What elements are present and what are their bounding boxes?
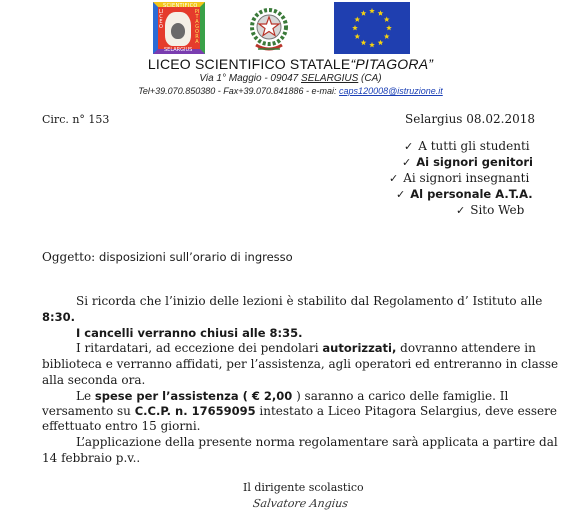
body-p3-line2: biblioteca e verranno affidati, per l’assistenza, agli operatori ed entreranno in classe xyxy=(42,357,559,371)
body-p4-line3: effettuato entro 15 giorni. xyxy=(42,419,201,433)
school-name-quoted: “PITAGORA” xyxy=(350,56,434,72)
p3-text-b: dovranno attendere in xyxy=(396,341,536,355)
checkmark-icon: ✓ xyxy=(456,204,466,217)
recipient-label: Al personale A.T.A. xyxy=(410,187,533,201)
school-name xyxy=(0,56,581,72)
body-gates-closing: I cancelli verranno chiusi alle 8:35. xyxy=(76,326,303,340)
checkmark-icon: ✓ xyxy=(389,172,399,185)
italian-republic-emblem-icon xyxy=(248,3,290,55)
p4-text-a: Le xyxy=(76,389,95,403)
p4-account: C.C.P. n. 17659095 xyxy=(134,404,256,418)
school-logo-text-bottom: SELARGIUS xyxy=(164,47,193,53)
body-p5-line2: 14 febbraio p.v.. xyxy=(42,451,141,465)
pythagoras-portrait-icon xyxy=(165,12,191,46)
address-province: (CA) xyxy=(358,73,382,84)
address-street: Via 1° Maggio - 09047 xyxy=(199,73,302,84)
school-logo xyxy=(153,2,205,54)
subject-text: disposizioni sull’orario di ingresso xyxy=(99,250,293,264)
recipient-item xyxy=(404,139,530,153)
eu-flag-icon xyxy=(334,2,410,54)
checkmark-icon: ✓ xyxy=(396,188,406,201)
checkmark-icon: ✓ xyxy=(404,140,414,153)
recipient-item xyxy=(402,155,533,169)
recipient-label: Ai signori insegnanti xyxy=(403,171,530,185)
p4-bold: spese per l’assistenza ( € 2,00 xyxy=(94,389,293,403)
school-logo-text-right: PITAGORA xyxy=(194,9,200,45)
contacts-email-link[interactable]: caps120008@istruzione.it xyxy=(339,86,443,96)
checkmark-icon: ✓ xyxy=(402,156,412,169)
recipient-label: A tutti gli studenti xyxy=(418,139,530,153)
school-contacts xyxy=(0,86,581,96)
recipient-item xyxy=(389,171,529,185)
address-city: SELARGIUS xyxy=(301,73,359,84)
body-p1-line1: Si ricorda che l’inizio delle lezioni è stabilito dal Regolamento d’ Istituto alle xyxy=(76,294,543,308)
p4-text-c: versamento su xyxy=(42,404,135,418)
document-date: Selargius 08.02.2018 xyxy=(405,112,535,126)
school-address xyxy=(0,73,581,84)
body-p4-line1 xyxy=(76,388,508,404)
circular-number: Circ. n° 153 xyxy=(42,113,110,126)
body-p1-time: 8:30. xyxy=(42,310,75,324)
school-logo-text-left: LICEO xyxy=(158,9,164,30)
body-p4-line2 xyxy=(42,403,557,419)
p4-text-b: ) saranno a carico delle famiglie. Il xyxy=(292,389,509,403)
recipient-label: Ai signori genitori xyxy=(416,155,533,169)
closing-title: Il dirigente scolastico xyxy=(243,481,364,494)
school-name-prefix: LICEO SCIENTIFICO STATALE xyxy=(147,56,351,72)
body-p5-line1: L’applicazione della presente norma regolamentare sarà applicata a partire dal xyxy=(76,435,558,449)
recipient-item xyxy=(396,187,533,201)
p3-bold: autorizzati, xyxy=(322,341,397,355)
body-p3-line1 xyxy=(76,340,536,356)
signature: Salvatore Angius xyxy=(252,497,349,510)
school-logo-text-top: SCIENTIFICO xyxy=(163,3,198,9)
p3-text-a: I ritardatari, ad eccezione dei pendolari xyxy=(76,341,323,355)
body-p3-line3: alla seconda ora. xyxy=(42,373,146,387)
recipient-item xyxy=(456,203,524,217)
subject xyxy=(42,249,293,265)
contacts-phones: Tel+39.070.850380 - Fax+39.070.841886 - e-mai: xyxy=(138,86,340,96)
subject-label: Oggetto: xyxy=(42,250,100,264)
recipient-label: Sito Web xyxy=(470,203,525,217)
p4-text-d: intestato a Liceo Pitagora Selargius, deve essere xyxy=(255,404,557,418)
